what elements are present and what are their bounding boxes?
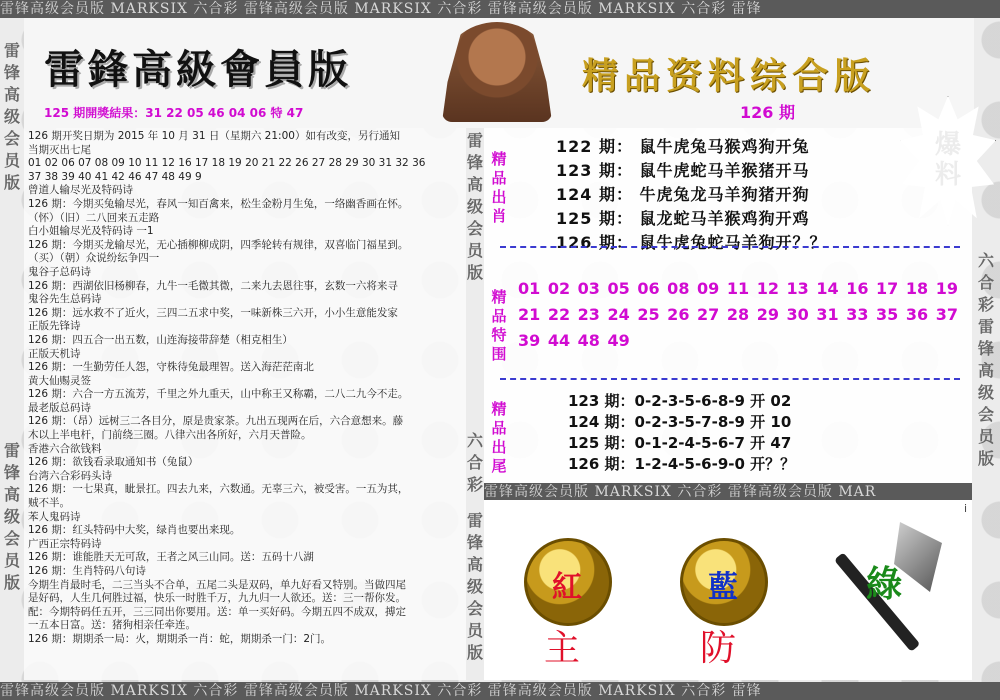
watermark-side-left-2: 雷 锋 高 级 会 员 版 [3,441,20,592]
poem-line: 正版天机诗 [28,347,81,360]
watermark-side-mid: 雷 锋 高 级 会 员 版 [466,131,483,282]
tail-row: 126 期：1-2-4-5-6-9-0 开？？ [568,455,796,473]
portrait-image [442,22,552,122]
poem-panel [24,128,466,680]
previous-result: 125 期開獎結果：31 22 05 46 04 06 特 47 [44,106,304,120]
poem-line: 今期生肖最时毛，二三当头不合单，五尾二头是双码，单九好看又特别。当做四尾 [28,578,406,591]
poem-line: 126 期：红头特码中大奖，绿肖也要出来现。 [28,524,241,537]
special-label: 精 品 特 围 [491,288,507,363]
zodiac-row: 125 期： 鼠龙蛇马羊猴鸡狗开鸡 [556,209,810,228]
poem-line: 126 期：期期杀一局：火，期期杀一肖：蛇，期期杀一门：2门。 [28,632,332,645]
watermark-strip-mid: 雷锋高级会员版 MARKSIX 六合彩 雷锋高级会员版 MAR [484,483,972,501]
poem-line: （买）（朝）众说纷纭争四一 [28,252,160,265]
poem-line: 配：今期特码任五开，三三同出你要用。送：单一买好码。今期五四不成双，搏定 [28,605,406,618]
poem-line: 01 02 06 07 08 09 10 11 12 16 17 18 19 20 21 22 26 27 28 29 30 31 32 36 [28,157,426,170]
poem-line: 126 期：（昂）远树三二各目分，原是贵家茶。九出五现两在后，六合意想来。藤 [28,415,404,428]
watermark-strip-top: 雷锋高级会员版 MARKSIX 六合彩 雷锋高级会员版 MARKSIX 六合彩 雷锋高级会员版 MARKSIX 六合彩 雷锋 [0,0,1000,18]
poem-line: 126 期：西湖依旧杨柳春，九牛一毛微其微，二来九去恩往事，玄数一六将来寻 [28,279,398,292]
zodiac-row: 126 期： 鼠牛虎兔蛇马羊狗开？？ [556,233,827,252]
tail-label: 精 品 出 尾 [491,400,507,475]
poem-line: 126 期：六合一方五流芳，千里之外九重天，山中称王又称霸，二八二九今不走。 [28,388,409,401]
blue-defend-label: 防 [700,628,737,669]
watermark-strip-bottom: 雷锋高级会员版 MARKSIX 六合彩 雷锋高级会员版 MARKSIX 六合彩 雷锋高级会员版 MARKSIX 六合彩 雷锋 [0,682,1000,700]
poem-line: 当期灭出七尾 [28,143,91,156]
poem-line: 126 期：四五合一出五数，山连海接带辞楚（相克相生） [28,333,293,346]
poem-line: 台湾六合彩码头诗 [28,469,112,482]
poem-line: 广西正宗特码诗 [28,537,102,550]
poem-line: 曾道人输尽光及特码诗 [28,184,133,197]
issue-number: 126 期 [740,103,795,122]
poem-line: 126 期开奖日期为 2015 年 10 月 31 日（星期六 21:00）如有改变，另行通知 [28,130,400,142]
blue-coin-char: 藍 [708,570,738,605]
zodiac-row: 122 期： 鼠牛虎兔马猴鸡狗开兔 [556,137,810,156]
poem-line: 126 期：一七果真，眦景扛。四去九来，六数通。无辜三六，被受害。一五为其， [28,483,409,496]
divider-1 [500,246,960,248]
tail-row: 125 期：0-1-2-4-5-6-7 开 47 [568,434,792,452]
poem-line: 是好码，人生几何胜过福，快乐一时胜千万，九九归一人欲还。送：三一帮你发。 [28,592,406,605]
color-panel [484,500,972,680]
watermark-side-mid-2: 六 合 彩 [466,431,483,494]
poem-line: 一五本日富。送：猪狗相亲任牵连。 [28,619,196,632]
tail-row: 124 期：0-2-3-5-7-8-9 开 10 [568,413,792,431]
green-kill-char: 綠 [866,563,903,605]
tail-row: 123 期：0-2-3-5-6-8-9 开 02 [568,392,792,410]
poem-line: 正版先锋诗 [28,320,81,333]
header [24,18,974,128]
zodiac-row: 123 期： 鼠牛虎蛇马羊猴猪开马 [556,161,810,180]
poem-line: 126 期：一生勤劳任人怨，守株待兔最理智。送入海茫茫南北 [28,361,314,374]
watermark-side-left: 雷 锋 高 级 会 员 版 [3,41,20,192]
poem-line: 126 期：今期买兔输尽光，春风一知百禽来，松生金粉月生兔，一络幽香画在怀。 [28,197,409,210]
poem-line: 白小姐输尽光及特码诗 一1 [28,225,154,238]
poem-line: 鬼谷子总码诗 [28,265,91,278]
poem-line: 126 期：欲钱看录取通知书（兔鼠） [28,456,199,469]
zodiac-row: 124 期： 牛虎兔龙马羊狗猪开狗 [556,185,810,204]
watermark-side-right: 六 合 彩 雷 锋 高 级 会 员 版 [977,251,994,468]
poem-line: 126 期：远水救不了近火，三四二五求中奖，一味新株三六开，小小生意能发家 [28,306,398,319]
page-title: 雷鋒高級會員版 [44,46,352,93]
red-main-label: 主 [544,628,581,669]
featured-panel [484,128,972,483]
zodiac-label: 精 品 出 肖 [491,150,507,225]
marker-text: i [964,502,968,515]
poem-line: 香港六合欲钱料 [28,442,102,455]
divider-2 [500,378,960,380]
poem-line: 37 38 39 40 41 42 46 47 48 49 9 [28,170,202,183]
poem-line: （怀）（旧）二八回来五走路 [28,211,160,224]
watermark-side-mid-3: 雷 锋 高 级 会 员 版 [466,511,483,662]
poem-line: 苯人鬼码诗 [28,510,81,523]
special-numbers: 01 02 03 05 06 08 09 11 12 13 14 16 17 18 19 21 22 23 24 25 26 27 28 29 30 31 33 35 36 37 39 44 48 49 [518,279,958,350]
poem-line: 黄大仙赐灵签 [28,374,91,387]
red-coin-char: 紅 [552,570,582,605]
poem-line: 木以上半电杆，门前绕三圈。八律六出各所好，六月天普险。 [28,429,312,442]
poem-line: 鬼谷先生总码诗 [28,293,102,306]
poem-line: 贼不半。 [28,497,70,510]
poem-line: 126 期：谁能胜天无可敌，王者之风三山同。送：五码十八湖 [28,551,314,564]
poem-line: 126 期：生肖特码八句诗 [28,565,146,577]
poem-line: 最老版总码诗 [28,401,91,414]
edition-title: 精品资料综合版 [582,55,877,97]
poem-line: 126 期：今期买龙输尽光，无心插柳柳成阴，四季轮转有规律，双喜临门福星到。 [28,238,409,251]
